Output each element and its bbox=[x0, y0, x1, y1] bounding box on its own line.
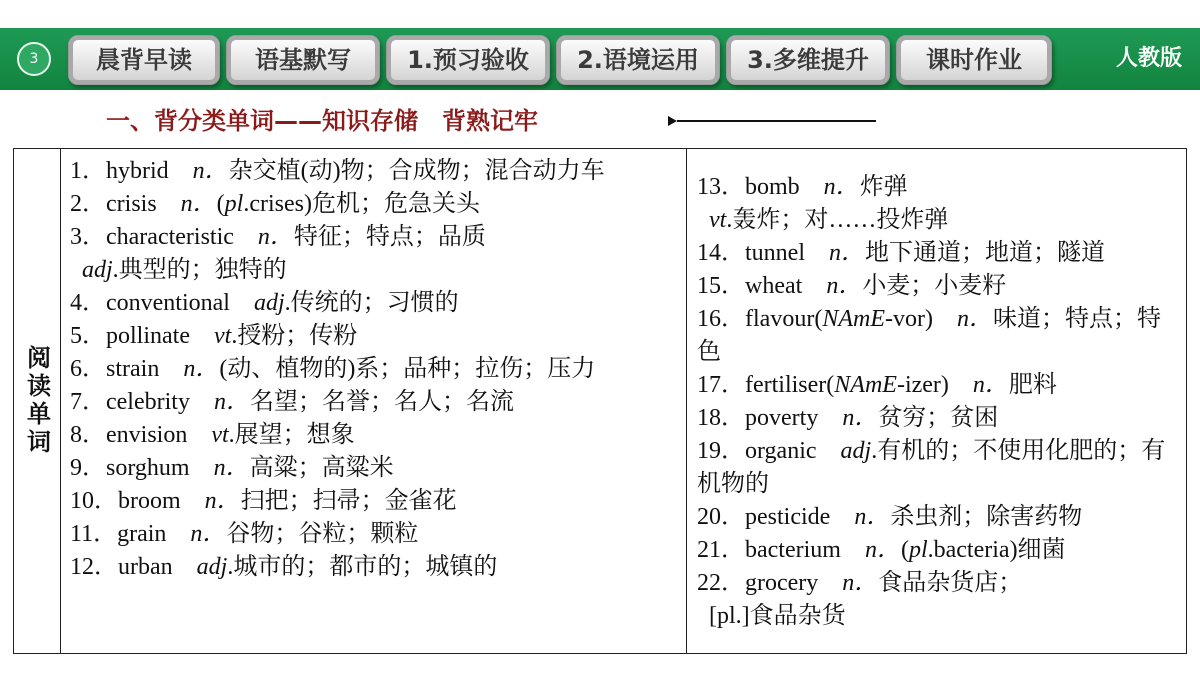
side-label-cell bbox=[14, 149, 61, 653]
left-word-column bbox=[70, 155, 676, 584]
word-entry: 21．bacterium n．(pl.bacteria)细菌 bbox=[697, 537, 1066, 563]
word-entry: 5．pollinate vt.授粉；传粉 bbox=[70, 323, 358, 349]
column-divider bbox=[686, 149, 687, 653]
word-entry: 9．sorghum n．高粱；高粱米 bbox=[70, 455, 394, 481]
word-entry: 12．urban adj.城市的；都市的；城镇的 bbox=[70, 554, 498, 580]
word-entry: 17．fertiliser(NAmE-izer) n．肥料 bbox=[697, 372, 1057, 398]
word-entry: 11．grain n．谷物；谷粒；颗粒 bbox=[70, 521, 419, 547]
arrow-line-icon bbox=[668, 114, 878, 128]
tab-context-application[interactable]: 2.语境运用 bbox=[556, 35, 720, 85]
tab-preview-check[interactable]: 1.预习验收 bbox=[386, 35, 550, 85]
vocabulary-table bbox=[13, 148, 1187, 654]
word-entry: 15．wheat n．小麦；小麦籽 bbox=[697, 273, 1007, 299]
word-entry: 2．crisis n．(pl.crises)危机；危急关头 bbox=[70, 191, 480, 217]
word-entry: 7．celebrity n．名望；名誉；名人；名流 bbox=[70, 389, 514, 415]
page-number-badge: 3 bbox=[17, 42, 51, 76]
publisher-brand: 人教版 bbox=[1115, 45, 1182, 71]
tab-basic-dictation[interactable]: 语基默写 bbox=[226, 35, 380, 85]
word-entry: 1．hybrid n．杂交植(动)物；合成物；混合动力车 bbox=[70, 158, 605, 184]
word-entry: 8．envision vt.展望；想象 bbox=[70, 422, 355, 448]
section-title: 一、背分类单词——知识存储 背熟记牢 bbox=[106, 107, 538, 135]
word-entry: 13．bomb n．炸弹 vt.轰炸；对……投炸弹 bbox=[697, 174, 949, 233]
word-entry: 22．grocery n．食品杂货店； [pl.]食品杂货 bbox=[697, 570, 1023, 629]
word-entry: 18．poverty n．贫穷；贫困 bbox=[697, 405, 999, 431]
side-label: 阅读单词 bbox=[22, 345, 51, 457]
word-entry: 3．characteristic n．特征；特点；品质 adj.典型的；独特的 bbox=[70, 224, 486, 283]
tab-morning-reading[interactable]: 晨背早读 bbox=[68, 35, 220, 85]
word-entry: 14．tunnel n．地下通道；地道；隧道 bbox=[697, 240, 1105, 266]
word-entry: 20．pesticide n．杀虫剂；除害药物 bbox=[697, 504, 1083, 530]
word-entry: 19．organic adj.有机的；不使用化肥的；有机物的 bbox=[697, 438, 1166, 497]
word-entry: 10．broom n．扫把；扫帚；金雀花 bbox=[70, 488, 457, 514]
tab-homework[interactable]: 课时作业 bbox=[896, 35, 1052, 85]
word-entry: 4．conventional adj.传统的；习惯的 bbox=[70, 290, 459, 316]
right-word-column bbox=[697, 171, 1181, 633]
word-entry: 6．strain n．(动、植物的)系；品种；拉伤；压力 bbox=[70, 356, 596, 382]
tab-multi-dimension[interactable]: 3.多维提升 bbox=[726, 35, 890, 85]
word-entry: 16．flavour(NAmE-vor) n．味道；特点；特色 bbox=[697, 306, 1161, 365]
